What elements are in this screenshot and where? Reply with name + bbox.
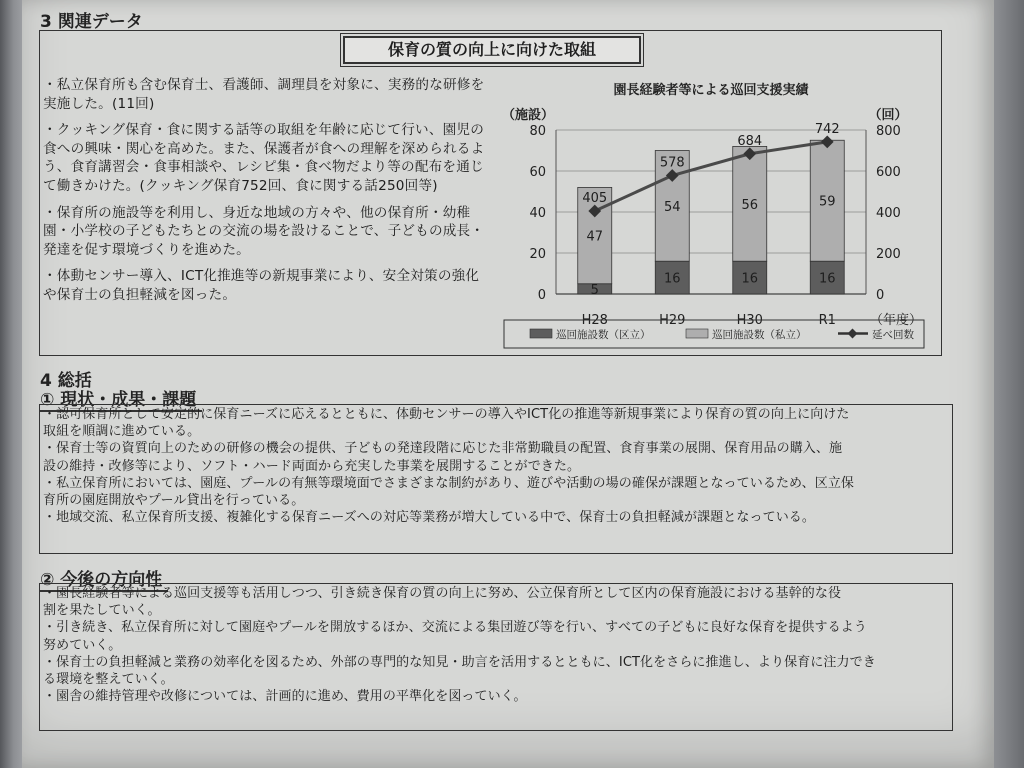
label-private: 59 xyxy=(818,194,836,210)
x-label: （年度） xyxy=(869,313,923,328)
status-line: ・地域交流、私立保育所支援、複雑化する保育ニーズへの対応等業務が増大している中で、保育士の負担軽減が課題となっている。 xyxy=(43,510,815,526)
label-private: 54 xyxy=(663,199,681,215)
support-chart xyxy=(492,72,938,354)
x-tick: H29 xyxy=(659,313,686,328)
legend-marker-total xyxy=(848,329,858,339)
binder-edge xyxy=(0,0,22,768)
y-left-tick: 80 xyxy=(529,124,546,139)
label-total: 578 xyxy=(659,155,685,171)
label-public: 5 xyxy=(590,282,599,298)
x-tick: H30 xyxy=(736,313,763,328)
legend-label-public: 巡回施設数（区立） xyxy=(556,329,651,341)
direction-line: ・引き続き、私立保育所に対して園庭やプールを開放するほか、交流による集団遊び等を行い、すべての子どもに良好な保育を提供するよう xyxy=(43,620,867,636)
box-title: 保育の質の向上に向けた取組 xyxy=(343,36,641,64)
label-public: 16 xyxy=(663,271,681,287)
status-line: 育所の園庭開放やプール貸出を行っている。 xyxy=(43,493,305,509)
status-line: 取組を順調に進めている。 xyxy=(43,424,201,440)
sub2-heading-text: ② 今後の方向性 xyxy=(40,570,168,592)
y-left-label: （施設） xyxy=(501,108,555,123)
legend-label-private: 巡回施設数（私立） xyxy=(712,329,807,341)
y-right-tick: 0 xyxy=(876,288,885,303)
status-line: ・認可保育所として安定的に保育ニーズに応えるとともに、体動センサーの導入やICT化の推進等新規事業により保育の質の向上に向けた xyxy=(43,407,850,422)
y-right-label: （回） xyxy=(868,108,908,123)
legend-swatch-private xyxy=(686,329,708,338)
sub1-heading-text: ① 現状・成果・課題 xyxy=(40,390,202,412)
label-private: 56 xyxy=(741,197,759,213)
label-total: 684 xyxy=(737,133,763,149)
legend-label-total: 延べ回数 xyxy=(872,329,914,341)
label-total: 742 xyxy=(814,121,840,137)
status-line: ・保育士等の資質向上のための研修の機会の提供、子どもの発達段階に応じた非常勤職員の配置、食育事業の展開、保育用品の購入、施 xyxy=(43,441,843,457)
direction-line: 努めていく。 xyxy=(43,637,122,653)
x-tick: H28 xyxy=(581,313,608,328)
x-tick: R1 xyxy=(818,313,836,328)
chart-title: 園長経験者等による巡回支援実績 xyxy=(613,83,809,98)
label-private: 47 xyxy=(586,229,604,245)
section-3-heading: 3 関連データ xyxy=(40,12,143,32)
line-total xyxy=(595,142,828,211)
document-page xyxy=(22,0,994,768)
bullet-item: ・クッキング保育・食に関する話等の取組を年齢に応じて行い、園児の食への興味・関心を高めた。また、保護者が食への理解を深められるよう、食育講習会・食事相談や、レシピ集・食べ物だより等の配布を通じて働きかけた。(クッキング保育752回、食に関する話250回等) xyxy=(43,122,485,194)
page-edge xyxy=(994,0,1024,768)
direction-line: る環境を整えていく。 xyxy=(43,672,174,688)
legend-swatch-public xyxy=(530,329,552,338)
direction-text xyxy=(43,585,948,705)
label-public: 16 xyxy=(818,271,836,287)
section-4-heading: 4 総括 xyxy=(40,371,92,391)
y-right-tick: 200 xyxy=(876,247,901,262)
y-left-tick: 40 xyxy=(529,206,546,221)
y-right-tick: 600 xyxy=(876,165,901,180)
status-line: 設の維持・改修等により、ソフト・ハード両面から充実した事業を展開することができた。 xyxy=(43,458,581,474)
initiatives-list xyxy=(43,76,490,313)
label-total: 405 xyxy=(582,190,608,206)
direction-line: ・園舎の維持管理や改修については、計画的に進め、費用の平準化を図っていく。 xyxy=(43,689,527,705)
bullet-item: ・保育所の施設等を利用し、身近な地域の方々や、他の保育所・幼稚園・小学校の子どもたちとの交流の場を設けることで、子どもの成長・発達を促す環境づくりを進めた。 xyxy=(43,204,485,258)
y-left-tick: 60 xyxy=(529,165,546,180)
direction-line: 割を果たしていく。 xyxy=(43,603,161,619)
bullet-item: ・私立保育所も含む保育士、看護師、調理員を対象に、実務的な研修を実施した。(11回) xyxy=(43,77,485,112)
bullet-item: ・体動センサー導入、ICT化推進等の新規事業により、安全対策の強化や保育士の負担軽減を図った。 xyxy=(43,268,480,303)
status-line: ・私立保育所においては、園庭、プールの有無等環境面でさまざまな制約があり、遊びや活動の場の確保が課題となっているため、区立保 xyxy=(43,475,855,491)
label-public: 16 xyxy=(741,271,759,287)
direction-line: ・保育士の負担軽減と業務の効率化を図るため、外部の専門的な知見・助言を活用するとともに、ICT化をさらに推進し、より保育に注力でき xyxy=(43,654,876,670)
y-right-tick: 400 xyxy=(876,206,901,221)
direction-line: ・園長経験者等による巡回支援等も活用しつつ、引き続き保育の質の向上に努め、公立保育所として区内の保育施設における基幹的な役 xyxy=(43,586,842,601)
status-text xyxy=(43,406,948,526)
y-left-tick: 20 xyxy=(529,247,546,262)
y-left-tick: 0 xyxy=(537,288,546,303)
y-right-tick: 800 xyxy=(876,124,901,139)
